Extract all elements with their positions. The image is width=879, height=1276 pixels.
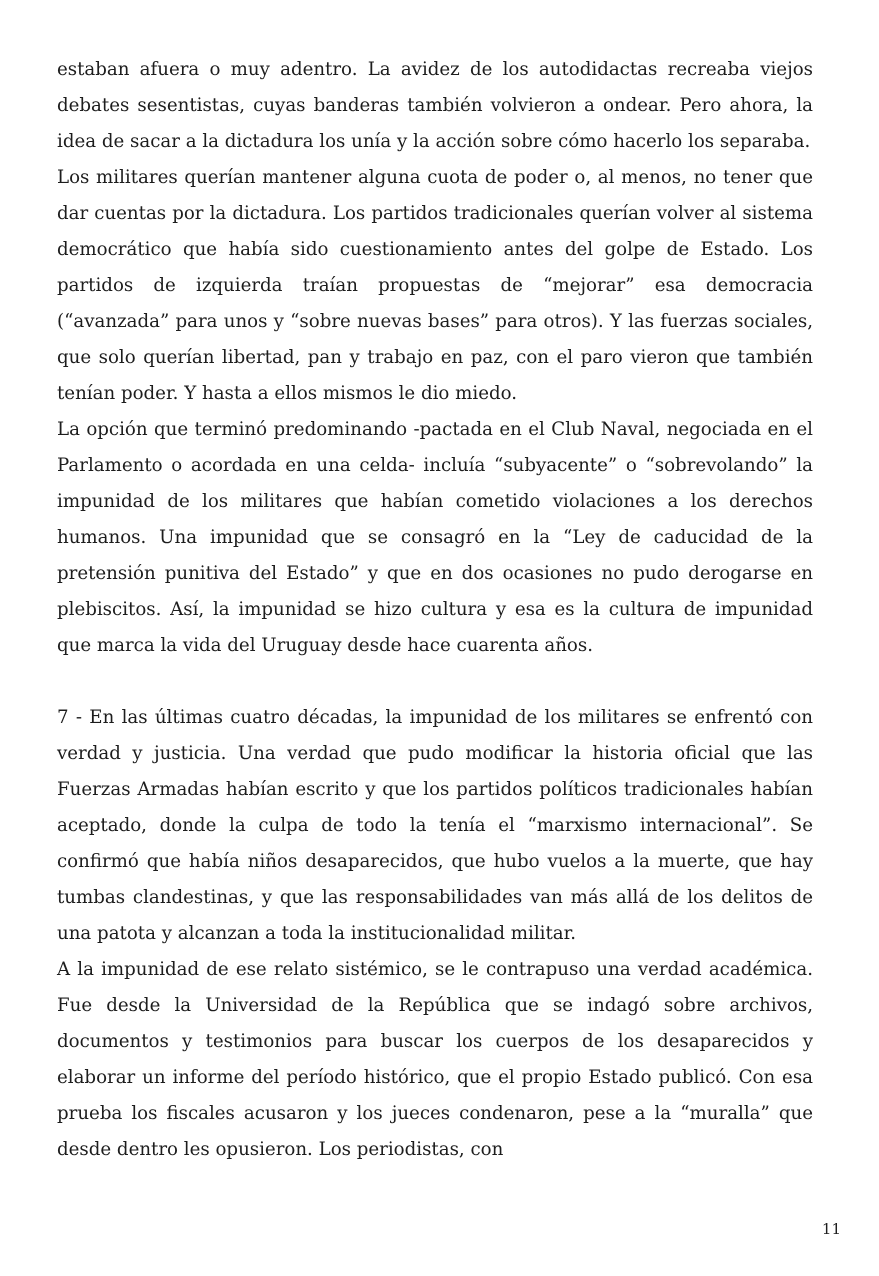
page-body	[57, 52, 813, 1168]
section-break	[57, 664, 813, 700]
paragraph: estaban afuera o muy adentro. La avidez de los autodidactas recreaba viejos debates sesentistas, cuyas banderas también volvieron a ondear. Pero ahora, la idea de sacar a la dictadura los unía y la acción sobre cómo hacerlo los separaba.	[57, 59, 813, 152]
page-number: 11	[821, 1220, 841, 1238]
paragraph: 7 - En las últimas cuatro décadas, la impunidad de los militares se enfrentó con verdad y justicia. Una verdad que pudo modificar la historia oficial que las Fuerzas Armadas habían escrito y que los partidos políticos tradicionales habían aceptado, donde la culpa de todo la tenía el “marxismo internacional”. Se confirmó que había niños desaparecidos, que hubo vuelos a la muerte, que hay tumbas clandestinas, y que las responsabilidades van más allá de los delitos de una patota y alcanzan a toda la institucionalidad militar.	[57, 707, 813, 944]
paragraph: La opción que terminó predominando -pactada en el Club Naval, negociada en el Parlamento o acordada en una celda- incluía “subyacente” o “sobrevolando” la impunidad de los militares que habían cometido violaciones a los derechos humanos. Una impunidad que se consagró en la “Ley de caducidad de la pretensión punitiva del Estado” y que en dos ocasiones no pudo derogarse en plebiscitos. Así, la impunidad se hizo cultura y esa es la cultura de impunidad que marca la vida del Uruguay desde hace cuarenta años.	[57, 419, 813, 656]
paragraph: A la impunidad de ese relato sistémico, se le contrapuso una verdad académica. Fue desde la Universidad de la República que se indagó sobre archivos, documentos y testimonios para buscar los cuerpos de los desaparecidos y elaborar un informe del período histórico, que el propio Estado publicó. Con esa prueba los fiscales acusaron y los jueces condenaron, pese a la “muralla” que desde dentro les opusieron. Los periodistas, con	[57, 959, 813, 1160]
paragraph: Los militares querían mantener alguna cuota de poder o, al menos, no tener que dar cuentas por la dictadura. Los partidos tradicionales querían volver al sistema democrático que había sido cuestionamiento antes del golpe de Estado. Los partidos de izquierda traían propuestas de “mejorar” esa democracia (“avanzada” para unos y “sobre nuevas bases” para otros). Y las fuerzas sociales, que solo querían libertad, pan y trabajo en paz, con el paro vieron que también tenían poder. Y hasta a ellos mismos le dio miedo.	[57, 167, 813, 404]
